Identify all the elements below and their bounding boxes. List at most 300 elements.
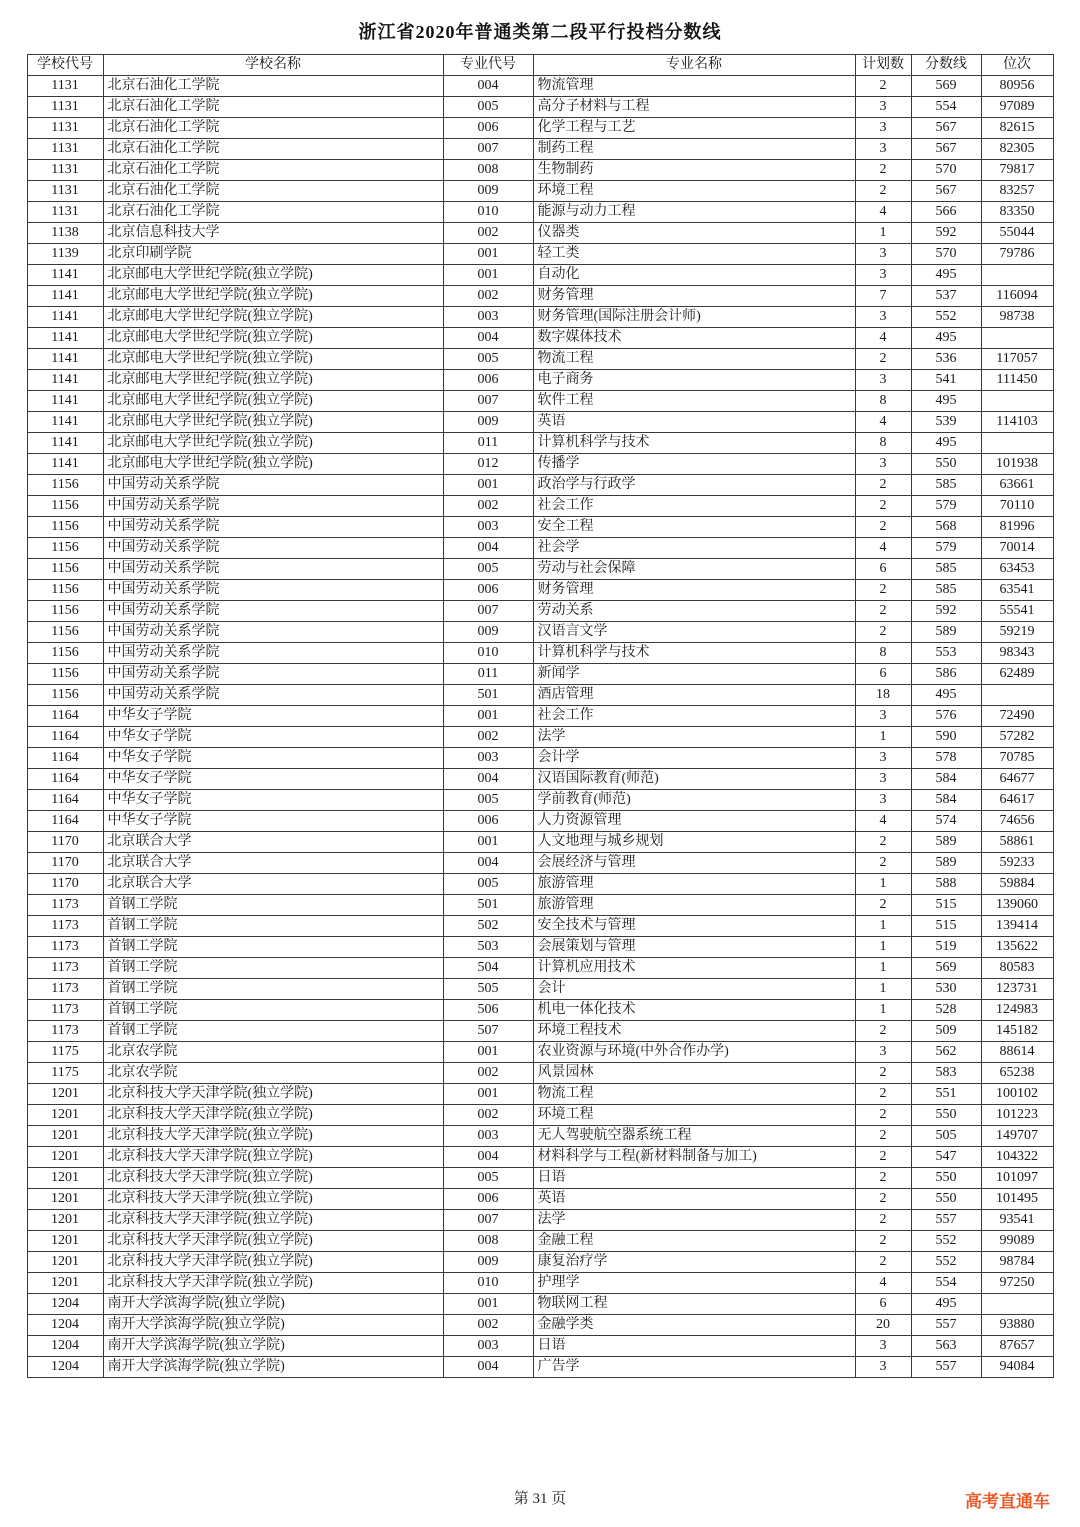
school-name-cell: 中国劳动关系学院 (103, 664, 443, 685)
school-code-cell: 1141 (27, 433, 103, 454)
plan-count-cell: 1 (855, 979, 911, 1000)
school-code-cell: 1170 (27, 853, 103, 874)
school-code-cell: 1173 (27, 1021, 103, 1042)
plan-count-cell: 3 (855, 139, 911, 160)
major-code-cell: 012 (443, 454, 533, 475)
page-footer (0, 1487, 1080, 1511)
score-line-cell: 567 (911, 139, 981, 160)
major-code-cell: 006 (443, 1189, 533, 1210)
school-name-cell: 北京农学院 (103, 1063, 443, 1084)
major-code-cell: 011 (443, 664, 533, 685)
school-code-cell: 1164 (27, 706, 103, 727)
major-code-cell: 003 (443, 748, 533, 769)
plan-count-cell: 3 (855, 769, 911, 790)
major-code-cell: 003 (443, 307, 533, 328)
school-name-cell: 中国劳动关系学院 (103, 580, 443, 601)
table-row (27, 76, 1053, 97)
plan-count-cell: 2 (855, 622, 911, 643)
rank-cell: 88614 (981, 1042, 1053, 1063)
rank-cell: 99089 (981, 1231, 1053, 1252)
rank-cell: 104322 (981, 1147, 1053, 1168)
score-line-cell: 576 (911, 706, 981, 727)
major-code-cell: 001 (443, 1294, 533, 1315)
score-line-cell: 585 (911, 475, 981, 496)
school-code-cell: 1141 (27, 412, 103, 433)
plan-count-cell: 1 (855, 937, 911, 958)
school-name-cell: 北京联合大学 (103, 874, 443, 895)
major-name-cell: 广告学 (533, 1357, 855, 1378)
table-row (27, 181, 1053, 202)
score-line-cell: 530 (911, 979, 981, 1000)
plan-count-cell: 6 (855, 664, 911, 685)
school-name-cell: 南开大学滨海学院(独立学院) (103, 1336, 443, 1357)
rank-cell: 81996 (981, 517, 1053, 538)
plan-count-cell: 2 (855, 580, 911, 601)
major-name-cell: 会展策划与管理 (533, 937, 855, 958)
score-line-cell: 585 (911, 559, 981, 580)
table-row (27, 1105, 1053, 1126)
score-line-cell: 541 (911, 370, 981, 391)
school-name-cell: 中华女子学院 (103, 727, 443, 748)
score-line-cell: 569 (911, 76, 981, 97)
plan-count-cell: 3 (855, 307, 911, 328)
school-name-cell: 北京科技大学天津学院(独立学院) (103, 1168, 443, 1189)
header-rank: 位次 (981, 55, 1053, 76)
major-code-cell: 004 (443, 1147, 533, 1168)
score-line-cell: 515 (911, 916, 981, 937)
plan-count-cell: 3 (855, 97, 911, 118)
rank-cell: 64617 (981, 790, 1053, 811)
school-name-cell: 首钢工学院 (103, 1000, 443, 1021)
score-line-cell: 552 (911, 307, 981, 328)
rank-cell: 139060 (981, 895, 1053, 916)
table-row (27, 118, 1053, 139)
plan-count-cell: 4 (855, 811, 911, 832)
plan-count-cell: 3 (855, 244, 911, 265)
plan-count-cell: 2 (855, 475, 911, 496)
school-code-cell: 1156 (27, 475, 103, 496)
major-code-cell: 004 (443, 76, 533, 97)
table-row (27, 349, 1053, 370)
major-name-cell: 财务管理 (533, 580, 855, 601)
plan-count-cell: 3 (855, 1357, 911, 1378)
table-row (27, 643, 1053, 664)
major-code-cell: 003 (443, 517, 533, 538)
school-name-cell: 北京印刷学院 (103, 244, 443, 265)
major-code-cell: 005 (443, 1168, 533, 1189)
score-table-body (27, 76, 1053, 1378)
school-name-cell: 中华女子学院 (103, 790, 443, 811)
table-row (27, 412, 1053, 433)
school-name-cell: 北京科技大学天津学院(独立学院) (103, 1231, 443, 1252)
score-line-cell: 515 (911, 895, 981, 916)
table-row (27, 1273, 1053, 1294)
score-line-cell: 570 (911, 160, 981, 181)
table-row (27, 1357, 1053, 1378)
rank-cell: 80956 (981, 76, 1053, 97)
table-row (27, 979, 1053, 1000)
school-code-cell: 1164 (27, 727, 103, 748)
major-code-cell: 001 (443, 1042, 533, 1063)
table-row (27, 748, 1053, 769)
school-code-cell: 1156 (27, 664, 103, 685)
school-name-cell: 北京科技大学天津学院(独立学院) (103, 1252, 443, 1273)
school-code-cell: 1131 (27, 160, 103, 181)
score-line-cell: 590 (911, 727, 981, 748)
rank-cell: 72490 (981, 706, 1053, 727)
score-line-cell: 569 (911, 958, 981, 979)
major-name-cell: 会计 (533, 979, 855, 1000)
rank-cell: 149707 (981, 1126, 1053, 1147)
major-name-cell: 康复治疗学 (533, 1252, 855, 1273)
school-code-cell: 1156 (27, 601, 103, 622)
school-name-cell: 北京邮电大学世纪学院(独立学院) (103, 307, 443, 328)
table-row (27, 727, 1053, 748)
school-name-cell: 首钢工学院 (103, 1021, 443, 1042)
school-code-cell: 1131 (27, 76, 103, 97)
rank-cell: 145182 (981, 1021, 1053, 1042)
major-code-cell: 501 (443, 685, 533, 706)
rank-cell (981, 391, 1053, 412)
school-code-cell: 1201 (27, 1084, 103, 1105)
plan-count-cell: 1 (855, 1000, 911, 1021)
score-line-cell: 562 (911, 1042, 981, 1063)
score-table-header (27, 55, 1053, 76)
rank-cell: 111450 (981, 370, 1053, 391)
major-name-cell: 传播学 (533, 454, 855, 475)
table-row (27, 433, 1053, 454)
major-code-cell: 001 (443, 832, 533, 853)
major-name-cell: 人文地理与城乡规划 (533, 832, 855, 853)
school-name-cell: 中国劳动关系学院 (103, 601, 443, 622)
score-line-cell: 519 (911, 937, 981, 958)
rank-cell: 79786 (981, 244, 1053, 265)
plan-count-cell: 2 (855, 181, 911, 202)
school-name-cell: 北京石油化工学院 (103, 97, 443, 118)
table-row (27, 811, 1053, 832)
major-name-cell: 环境工程技术 (533, 1021, 855, 1042)
table-row (27, 832, 1053, 853)
major-name-cell: 政治学与行政学 (533, 475, 855, 496)
table-row (27, 874, 1053, 895)
school-name-cell: 中华女子学院 (103, 811, 443, 832)
score-line-cell: 592 (911, 223, 981, 244)
school-name-cell: 北京科技大学天津学院(独立学院) (103, 1126, 443, 1147)
major-name-cell: 农业资源与环境(中外合作办学) (533, 1042, 855, 1063)
rank-cell: 94084 (981, 1357, 1053, 1378)
major-code-cell: 002 (443, 1105, 533, 1126)
score-line-cell: 566 (911, 202, 981, 223)
plan-count-cell: 20 (855, 1315, 911, 1336)
major-code-cell: 002 (443, 727, 533, 748)
rank-cell: 101938 (981, 454, 1053, 475)
rank-cell: 82615 (981, 118, 1053, 139)
school-name-cell: 北京邮电大学世纪学院(独立学院) (103, 349, 443, 370)
major-name-cell: 物流工程 (533, 349, 855, 370)
table-row (27, 202, 1053, 223)
plan-count-cell: 4 (855, 328, 911, 349)
school-name-cell: 中国劳动关系学院 (103, 622, 443, 643)
table-row (27, 685, 1053, 706)
table-row (27, 475, 1053, 496)
score-line-cell: 557 (911, 1210, 981, 1231)
plan-count-cell: 2 (855, 1147, 911, 1168)
school-code-cell: 1175 (27, 1042, 103, 1063)
rank-cell: 63661 (981, 475, 1053, 496)
major-name-cell: 旅游管理 (533, 895, 855, 916)
major-name-cell: 护理学 (533, 1273, 855, 1294)
major-name-cell: 英语 (533, 412, 855, 433)
school-name-cell: 北京石油化工学院 (103, 181, 443, 202)
plan-count-cell: 2 (855, 1084, 911, 1105)
rank-cell: 98738 (981, 307, 1053, 328)
major-name-cell: 软件工程 (533, 391, 855, 412)
school-code-cell: 1131 (27, 181, 103, 202)
table-row (27, 601, 1053, 622)
score-line-cell: 589 (911, 622, 981, 643)
rank-cell: 97250 (981, 1273, 1053, 1294)
header-plan-count: 计划数 (855, 55, 911, 76)
plan-count-cell: 2 (855, 1021, 911, 1042)
plan-count-cell: 2 (855, 1063, 911, 1084)
plan-count-cell: 1 (855, 874, 911, 895)
major-code-cell: 007 (443, 1210, 533, 1231)
major-code-cell: 005 (443, 349, 533, 370)
school-code-cell: 1201 (27, 1210, 103, 1231)
score-line-cell: 557 (911, 1357, 981, 1378)
table-row (27, 328, 1053, 349)
school-code-cell: 1131 (27, 118, 103, 139)
plan-count-cell: 2 (855, 832, 911, 853)
score-line-cell: 551 (911, 1084, 981, 1105)
school-code-cell: 1173 (27, 958, 103, 979)
major-name-cell: 物联网工程 (533, 1294, 855, 1315)
school-name-cell: 中国劳动关系学院 (103, 496, 443, 517)
major-code-cell: 005 (443, 559, 533, 580)
table-row (27, 517, 1053, 538)
score-line-cell: 588 (911, 874, 981, 895)
school-name-cell: 中华女子学院 (103, 769, 443, 790)
rank-cell: 65238 (981, 1063, 1053, 1084)
school-name-cell: 中华女子学院 (103, 748, 443, 769)
school-code-cell: 1204 (27, 1315, 103, 1336)
score-line-cell: 550 (911, 1105, 981, 1126)
score-line-cell: 495 (911, 328, 981, 349)
plan-count-cell: 2 (855, 853, 911, 874)
major-name-cell: 制药工程 (533, 139, 855, 160)
page-number: 第 31 页 (513, 1491, 567, 1507)
major-code-cell: 002 (443, 286, 533, 307)
school-name-cell: 中国劳动关系学院 (103, 559, 443, 580)
rank-cell: 98784 (981, 1252, 1053, 1273)
plan-count-cell: 2 (855, 1252, 911, 1273)
table-row (27, 559, 1053, 580)
school-code-cell: 1173 (27, 937, 103, 958)
score-line-cell: 536 (911, 349, 981, 370)
rank-cell (981, 328, 1053, 349)
major-name-cell: 社会工作 (533, 496, 855, 517)
score-line-cell: 505 (911, 1126, 981, 1147)
header-score-line: 分数线 (911, 55, 981, 76)
table-row (27, 1084, 1053, 1105)
major-name-cell: 劳动与社会保障 (533, 559, 855, 580)
major-name-cell: 轻工类 (533, 244, 855, 265)
school-name-cell: 北京科技大学天津学院(独立学院) (103, 1273, 443, 1294)
major-code-cell: 009 (443, 622, 533, 643)
score-line-cell: 495 (911, 265, 981, 286)
rank-cell: 55541 (981, 601, 1053, 622)
school-name-cell: 北京科技大学天津学院(独立学院) (103, 1147, 443, 1168)
rank-cell: 116094 (981, 286, 1053, 307)
major-code-cell: 008 (443, 160, 533, 181)
plan-count-cell: 6 (855, 559, 911, 580)
school-name-cell: 北京科技大学天津学院(独立学院) (103, 1189, 443, 1210)
plan-count-cell: 7 (855, 286, 911, 307)
score-line-cell: 584 (911, 769, 981, 790)
rank-cell: 58861 (981, 832, 1053, 853)
rank-cell (981, 1294, 1053, 1315)
major-name-cell: 日语 (533, 1336, 855, 1357)
rank-cell: 70785 (981, 748, 1053, 769)
school-code-cell: 1175 (27, 1063, 103, 1084)
rank-cell: 97089 (981, 97, 1053, 118)
school-code-cell: 1201 (27, 1168, 103, 1189)
table-row (27, 1231, 1053, 1252)
school-code-cell: 1156 (27, 496, 103, 517)
major-name-cell: 会计学 (533, 748, 855, 769)
major-name-cell: 电子商务 (533, 370, 855, 391)
school-code-cell: 1131 (27, 202, 103, 223)
school-name-cell: 北京石油化工学院 (103, 139, 443, 160)
school-code-cell: 1141 (27, 286, 103, 307)
major-name-cell: 旅游管理 (533, 874, 855, 895)
score-line-cell: 550 (911, 1168, 981, 1189)
rank-cell: 101495 (981, 1189, 1053, 1210)
rank-cell: 139414 (981, 916, 1053, 937)
table-row (27, 1252, 1053, 1273)
rank-cell: 124983 (981, 1000, 1053, 1021)
school-name-cell: 北京邮电大学世纪学院(独立学院) (103, 391, 443, 412)
rank-cell: 79817 (981, 160, 1053, 181)
school-name-cell: 首钢工学院 (103, 937, 443, 958)
plan-count-cell: 2 (855, 601, 911, 622)
score-line-cell: 568 (911, 517, 981, 538)
plan-count-cell: 3 (855, 1336, 911, 1357)
plan-count-cell: 2 (855, 160, 911, 181)
school-name-cell: 首钢工学院 (103, 958, 443, 979)
major-name-cell: 机电一体化技术 (533, 1000, 855, 1021)
major-code-cell: 004 (443, 328, 533, 349)
table-row (27, 958, 1053, 979)
table-row (27, 1168, 1053, 1189)
school-code-cell: 1156 (27, 685, 103, 706)
school-code-cell: 1173 (27, 1000, 103, 1021)
school-code-cell: 1141 (27, 370, 103, 391)
rank-cell: 98343 (981, 643, 1053, 664)
score-line-cell: 554 (911, 1273, 981, 1294)
major-code-cell: 501 (443, 895, 533, 916)
rank-cell: 135622 (981, 937, 1053, 958)
major-name-cell: 物流工程 (533, 1084, 855, 1105)
score-line-cell: 563 (911, 1336, 981, 1357)
plan-count-cell: 3 (855, 370, 911, 391)
major-code-cell: 006 (443, 580, 533, 601)
plan-count-cell: 4 (855, 538, 911, 559)
score-line-cell: 586 (911, 664, 981, 685)
school-code-cell: 1131 (27, 97, 103, 118)
score-line-cell: 553 (911, 643, 981, 664)
school-name-cell: 中国劳动关系学院 (103, 685, 443, 706)
school-name-cell: 北京邮电大学世纪学院(独立学院) (103, 286, 443, 307)
major-code-cell: 003 (443, 1336, 533, 1357)
rank-cell: 123731 (981, 979, 1053, 1000)
school-code-cell: 1173 (27, 895, 103, 916)
rank-cell: 59884 (981, 874, 1053, 895)
major-name-cell: 数字媒体技术 (533, 328, 855, 349)
rank-cell: 59233 (981, 853, 1053, 874)
plan-count-cell: 2 (855, 517, 911, 538)
school-code-cell: 1156 (27, 517, 103, 538)
major-name-cell: 社会学 (533, 538, 855, 559)
major-code-cell: 010 (443, 1273, 533, 1294)
school-code-cell: 1204 (27, 1357, 103, 1378)
header-school-code: 学校代号 (27, 55, 103, 76)
major-code-cell: 006 (443, 811, 533, 832)
school-name-cell: 北京石油化工学院 (103, 160, 443, 181)
school-name-cell: 北京信息科技大学 (103, 223, 443, 244)
major-code-cell: 002 (443, 1315, 533, 1336)
major-code-cell: 009 (443, 181, 533, 202)
major-code-cell: 001 (443, 265, 533, 286)
major-name-cell: 酒店管理 (533, 685, 855, 706)
plan-count-cell: 2 (855, 1189, 911, 1210)
table-row (27, 706, 1053, 727)
major-name-cell: 安全技术与管理 (533, 916, 855, 937)
major-name-cell: 高分子材料与工程 (533, 97, 855, 118)
school-code-cell: 1138 (27, 223, 103, 244)
plan-count-cell: 3 (855, 265, 911, 286)
major-code-cell: 006 (443, 118, 533, 139)
score-line-cell: 550 (911, 1189, 981, 1210)
table-row (27, 1000, 1053, 1021)
school-name-cell: 中华女子学院 (103, 706, 443, 727)
rank-cell: 70110 (981, 496, 1053, 517)
school-name-cell: 首钢工学院 (103, 979, 443, 1000)
school-name-cell: 北京联合大学 (103, 832, 443, 853)
school-code-cell: 1201 (27, 1147, 103, 1168)
score-line-cell: 509 (911, 1021, 981, 1042)
table-row (27, 790, 1053, 811)
rank-cell: 80583 (981, 958, 1053, 979)
score-line-cell: 589 (911, 853, 981, 874)
school-code-cell: 1204 (27, 1336, 103, 1357)
school-code-cell: 1156 (27, 580, 103, 601)
major-code-cell: 005 (443, 97, 533, 118)
school-name-cell: 北京邮电大学世纪学院(独立学院) (103, 412, 443, 433)
major-code-cell: 506 (443, 1000, 533, 1021)
table-row (27, 1336, 1053, 1357)
page-title: 浙江省2020年普通类第二段平行投档分数线 (358, 22, 722, 42)
plan-count-cell: 2 (855, 1126, 911, 1147)
table-row (27, 97, 1053, 118)
major-code-cell: 505 (443, 979, 533, 1000)
major-name-cell: 计算机科学与技术 (533, 643, 855, 664)
major-code-cell: 007 (443, 601, 533, 622)
plan-count-cell: 3 (855, 454, 911, 475)
major-code-cell: 004 (443, 769, 533, 790)
table-row (27, 1315, 1053, 1336)
rank-cell: 59219 (981, 622, 1053, 643)
